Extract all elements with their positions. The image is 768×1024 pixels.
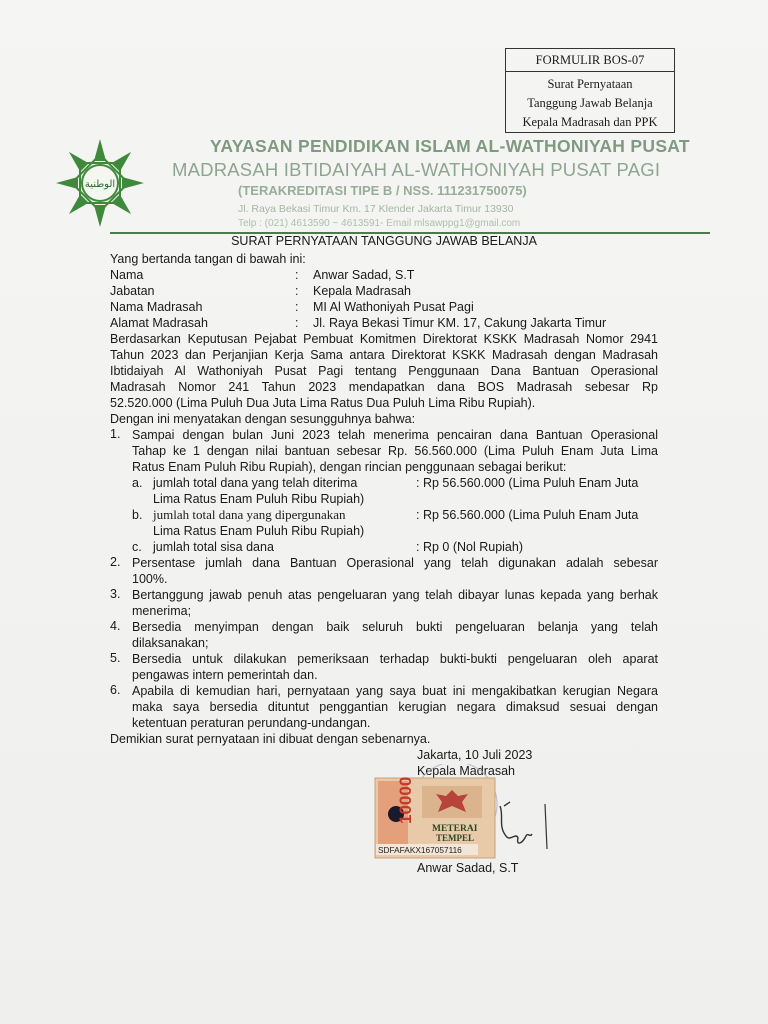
form-desc-line1: Surat Pernyataan: [547, 77, 633, 91]
item-line: maka saya bersedia dituntut penggantian kerugian negara dimaksud sesuai dengan: [132, 700, 658, 714]
foundation-name: YAYASAN PENDIDIKAN ISLAM AL-WATHONIYAH PUSAT: [210, 136, 690, 156]
item-line: Bersedia menyimpan dengan baik seluruh bukti pengeluaran belanja yang telah: [132, 620, 658, 634]
form-desc-line2: Tanggung Jawab Belanja: [527, 96, 653, 110]
signer-name: Anwar Sadad, S.T: [417, 861, 519, 875]
signer-position: Kepala Madrasah: [417, 764, 515, 778]
basis-paragraph: [110, 331, 658, 411]
identity-value-name: Anwar Sadad, S.T: [313, 268, 415, 282]
item-line: menerima;: [132, 604, 192, 618]
sub-item-letter: b.: [132, 508, 143, 522]
sub-item-value: : Rp 56.560.000 (Lima Puluh Enam Juta: [416, 508, 639, 522]
item-number: 6.: [110, 683, 121, 697]
form-code-box: [505, 48, 675, 133]
document-title: SURAT PERNYATAAN TANGGUNG JAWAB BELANJA: [231, 234, 537, 248]
identity-value-school: MI Al Wathoniyah Pusat Pagi: [313, 300, 474, 314]
identity-colon: :: [295, 284, 299, 298]
sub-item-label-cont: Lima Ratus Enam Puluh Ribu Rupiah): [153, 524, 365, 538]
sub-item-value: : Rp 0 (Nol Rupiah): [416, 540, 523, 554]
school-logo-icon: [50, 137, 150, 229]
form-desc-line3: Kepala Madrasah dan PPK: [522, 115, 658, 129]
item-line: Sampai dengan bulan Juni 2023 telah menerima pencairan dana Bantuan Operasional: [132, 428, 658, 442]
item-number: 4.: [110, 619, 121, 633]
accreditation-text: (TERAKREDITASI TIPE B / NSS. 111231750075): [238, 183, 527, 198]
basis-line: 52.520.000 (Lima Puluh Dua Juta Lima Ratus Dua Puluh Lima Ribu Rupiah).: [110, 396, 536, 410]
basis-line: Ibtidaiyah Al Wathoniyah Pusat Pagi tentang Penggunaan Dana Bantuan Operasional: [110, 364, 658, 378]
sub-item-label: jumlah total dana yang dipergunakan: [153, 507, 346, 522]
identity-label-name: Nama: [110, 268, 144, 282]
form-code: FORMULIR BOS-07: [506, 49, 674, 72]
identity-label-school: Nama Madrasah: [110, 300, 203, 314]
statement-item: [132, 683, 658, 731]
item-line: 100%.: [132, 572, 168, 586]
item-line: Apabila di kemudian hari, pernyataan yang saya buat ini mengakibatkan kerugian Negara: [132, 684, 658, 698]
place-date: Jakarta, 10 Juli 2023: [417, 748, 533, 762]
school-address: Jl. Raya Bekasi Timur Km. 17 Klender Jakarta Timur 13930: [238, 203, 514, 215]
item-number: 1.: [110, 427, 121, 441]
sub-item-letter: c.: [132, 540, 142, 554]
stamp-amount: 10000: [396, 776, 415, 824]
item-number: 2.: [110, 555, 121, 569]
statement-item: [132, 651, 658, 683]
closing-text: Demikian surat pernyataan ini dibuat dengan sebenarnya.: [110, 732, 431, 746]
intro-text: Yang bertanda tangan di bawah ini:: [110, 252, 306, 266]
sub-item-letter: a.: [132, 476, 143, 490]
item-line: dilaksanakan;: [132, 636, 209, 650]
identity-colon: :: [295, 316, 299, 330]
item-line: Persentase jumlah dana Bantuan Operasional yang telah digunakan adalah sebesar: [132, 556, 658, 570]
stamp-serial: SDFAFAKX167057116: [378, 845, 462, 855]
item-line: Tahap ke 1 dengan nilai bantuan sebesar Rp. 56.560.000 (Lima Puluh Enam Juta Lima: [132, 444, 658, 458]
sub-item-label-cont: Lima Ratus Enam Puluh Ribu Rupiah): [153, 492, 365, 506]
statement-item: [132, 619, 658, 651]
school-contact: Telp : (021) 4613590 ~ 4613591- Email mlsawppg1@gmail.com: [238, 218, 521, 229]
item-line: ketentuan peraturan perundang-undangan.: [132, 716, 371, 730]
statement-item: [132, 555, 658, 587]
sub-item-value: : Rp 56.560.000 (Lima Puluh Enam Juta: [416, 476, 639, 490]
identity-label-position: Jabatan: [110, 284, 155, 298]
identity-colon: :: [295, 268, 299, 282]
logo-arabic-text: الوطنية: [84, 179, 116, 190]
item-line: Ratus Enam Puluh Ribu Rupiah), dengan rincian penggunaan sebagai berikut:: [132, 460, 567, 474]
basis-line: Madrasah Nomor 241 Tahun 2023 mendapatkan dana BOS Madrasah sebesar Rp: [110, 380, 658, 394]
sub-item-label: jumlah total sisa dana: [153, 540, 274, 554]
identity-value-address: Jl. Raya Bekasi Timur KM. 17, Cakung Jakarta Timur: [313, 316, 607, 330]
stamp-label: METERAI: [432, 824, 478, 834]
stamp-label: TEMPEL: [436, 833, 475, 843]
statement-item: [132, 427, 658, 475]
basis-line: Tahun 2023 dan Perjanjian Kerja Sama antara Direktorat KSKK Madrasah dengan Madrasah: [110, 348, 658, 362]
item-line: pengawas intern pemerintah dan.: [132, 668, 318, 682]
item-line: Bertanggung jawab penuh atas pengeluaran yang telah dibayar lunas kepada yang berhak: [132, 588, 658, 602]
statement-item: [132, 587, 658, 619]
item-number: 3.: [110, 587, 121, 601]
item-number: 5.: [110, 651, 121, 665]
identity-label-address: Alamat Madrasah: [110, 316, 208, 330]
identity-colon: :: [295, 300, 299, 314]
item-line: Bersedia untuk dilakukan pemeriksaan terhadap bukti-bukti pengeluaran oleh aparat: [132, 652, 658, 666]
identity-value-position: Kepala Madrasah: [313, 284, 411, 298]
sub-item-label: jumlah total dana yang telah diterima: [153, 476, 358, 490]
basis-line: Berdasarkan Keputusan Pejabat Pembuat Komitmen Direktorat KSKK Madrasah Nomor 2941: [110, 332, 658, 346]
declaration-intro: Dengan ini menyatakan dengan sesungguhnya bahwa:: [110, 412, 416, 426]
school-name: MADRASAH IBTIDAIYAH AL-WATHONIYAH PUSAT PAGI: [172, 159, 661, 180]
